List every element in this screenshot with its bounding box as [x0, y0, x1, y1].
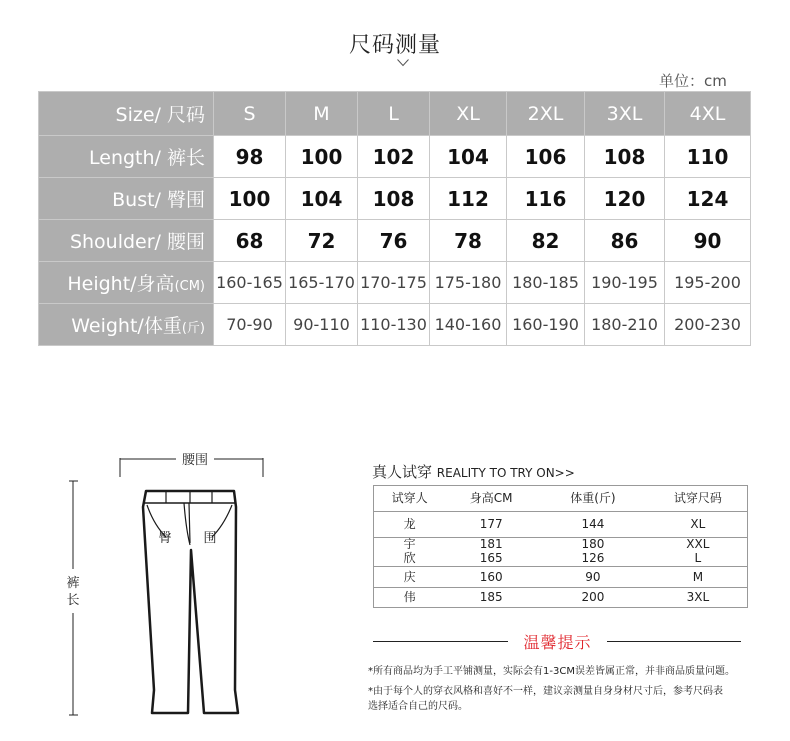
tryon-column-header: 试穿尺码: [649, 486, 748, 512]
table-cell: 195-200: [665, 262, 751, 304]
tips-note: *所有商品均为手工平铺测量，实际会有1-3CM误差皆属正常，并非商品质量问题。: [368, 666, 735, 677]
tryon-size: XL: [649, 512, 748, 538]
table-row: [374, 552, 748, 567]
tryon-weight: 90: [537, 567, 649, 588]
table-cell: 98: [214, 136, 286, 178]
table-cell: 165-170: [286, 262, 358, 304]
tryon-height: 185: [479, 590, 503, 604]
row-label: Weight/体重(斤): [39, 304, 214, 346]
table-row: [374, 567, 748, 588]
table-cell: 100: [286, 136, 358, 178]
size-column-header: 4XL: [665, 92, 751, 136]
divider: [607, 641, 741, 642]
size-header-label: Size/ 尺码: [39, 92, 214, 136]
length-label: 裤: [66, 576, 80, 591]
table-cell: 100: [214, 178, 286, 220]
row-label: Length/ 裤长: [39, 136, 214, 178]
unit-label: 单位：cm: [659, 72, 727, 90]
table-cell: 140-160: [430, 304, 507, 346]
length-row: [39, 136, 751, 178]
hip-label: 臀: [158, 531, 172, 546]
tryon-height: 181: [479, 537, 503, 552]
table-cell: 90-110: [286, 304, 358, 346]
height-row: [39, 262, 751, 304]
table-cell: 112: [430, 178, 507, 220]
pants-outline: [143, 491, 238, 713]
table-cell: 106: [507, 136, 585, 178]
table-cell: 180-210: [585, 304, 665, 346]
weight-row: [39, 304, 751, 346]
row-label: Height/身高(CM): [39, 262, 214, 304]
table-cell: 170-175: [358, 262, 430, 304]
table-cell: 102: [358, 136, 430, 178]
divider: [373, 641, 508, 642]
table-cell: 104: [286, 178, 358, 220]
table-cell: 110-130: [358, 304, 430, 346]
size-header-row: [39, 92, 751, 136]
tryon-column-header: 试穿人: [374, 486, 446, 512]
tryon-name: 欣: [374, 552, 446, 567]
table-row: [374, 538, 748, 552]
row-label: Bust/ 臀围: [39, 178, 214, 220]
tryon-height: 165: [445, 552, 537, 567]
table-cell: 68: [214, 220, 286, 262]
tryon-height: 160: [445, 567, 537, 588]
pants-measurement-diagram: [66, 445, 276, 725]
tryon-column-header: 体重(斤): [537, 486, 649, 512]
table-cell: 120: [585, 178, 665, 220]
tryon-size: XXL: [686, 537, 710, 552]
size-column-header: 3XL: [585, 92, 665, 136]
size-chart-table: [38, 91, 751, 346]
size-column-header: 2XL: [507, 92, 585, 136]
table-cell: 190-195: [585, 262, 665, 304]
table-cell: 104: [430, 136, 507, 178]
size-column-header: XL: [430, 92, 507, 136]
table-cell: 78: [430, 220, 507, 262]
tryon-name: 伟: [403, 590, 416, 604]
chevron-down-icon: [397, 59, 409, 67]
table-cell: 108: [358, 178, 430, 220]
tips-title: 温馨提示: [523, 633, 592, 652]
table-cell: 160-165: [214, 262, 286, 304]
size-column-header: S: [214, 92, 286, 136]
tryon-height: 177: [445, 512, 537, 538]
table-cell: 70-90: [214, 304, 286, 346]
row-label: Shoulder/ 腰围: [39, 220, 214, 262]
table-cell: 200-230: [665, 304, 751, 346]
tips-note: *由于每个人的穿衣风格和喜好不一样，建议亲测量自身身材尺寸后，参考尺码表: [368, 686, 723, 697]
tryon-weight: 144: [537, 512, 649, 538]
table-cell: 72: [286, 220, 358, 262]
table-cell: 82: [507, 220, 585, 262]
table-cell: 86: [585, 220, 665, 262]
table-cell: 90: [665, 220, 751, 262]
table-row: [374, 588, 748, 608]
size-column-header: L: [358, 92, 430, 136]
table-cell: 110: [665, 136, 751, 178]
table-cell: 108: [585, 136, 665, 178]
tryon-header-row: [374, 486, 748, 512]
tryon-table: [373, 485, 748, 608]
table-cell: 160-190: [507, 304, 585, 346]
table-cell: 180-185: [507, 262, 585, 304]
tryon-column-header: 身高CM: [445, 486, 537, 512]
tryon-weight: 180: [581, 537, 605, 552]
tryon-name: 龙: [374, 512, 446, 538]
tryon-size: M: [649, 567, 748, 588]
tryon-title: 真人试穿 REALITY TO TRY ON>>: [372, 463, 575, 481]
tryon-size: 3XL: [686, 590, 710, 604]
waist-label: 腰围: [181, 453, 209, 468]
tryon-weight: 126: [537, 552, 649, 567]
size-column-header: M: [286, 92, 358, 136]
tryon-name: 庆: [374, 567, 446, 588]
table-cell: 175-180: [430, 262, 507, 304]
tips-note: 选择适合自己的尺码。: [368, 701, 468, 712]
length-label: 长: [66, 593, 80, 608]
table-cell: 124: [665, 178, 751, 220]
table-cell: 76: [358, 220, 430, 262]
table-cell: 116: [507, 178, 585, 220]
table-row: [374, 512, 748, 538]
tryon-name: 宇: [403, 537, 416, 552]
tryon-size: L: [649, 552, 748, 567]
hip-label: 围: [203, 531, 217, 546]
tryon-weight: 200: [581, 590, 605, 604]
hip-row: [39, 178, 751, 220]
page-title: 尺码测量: [348, 33, 441, 58]
waist-row: [39, 220, 751, 262]
